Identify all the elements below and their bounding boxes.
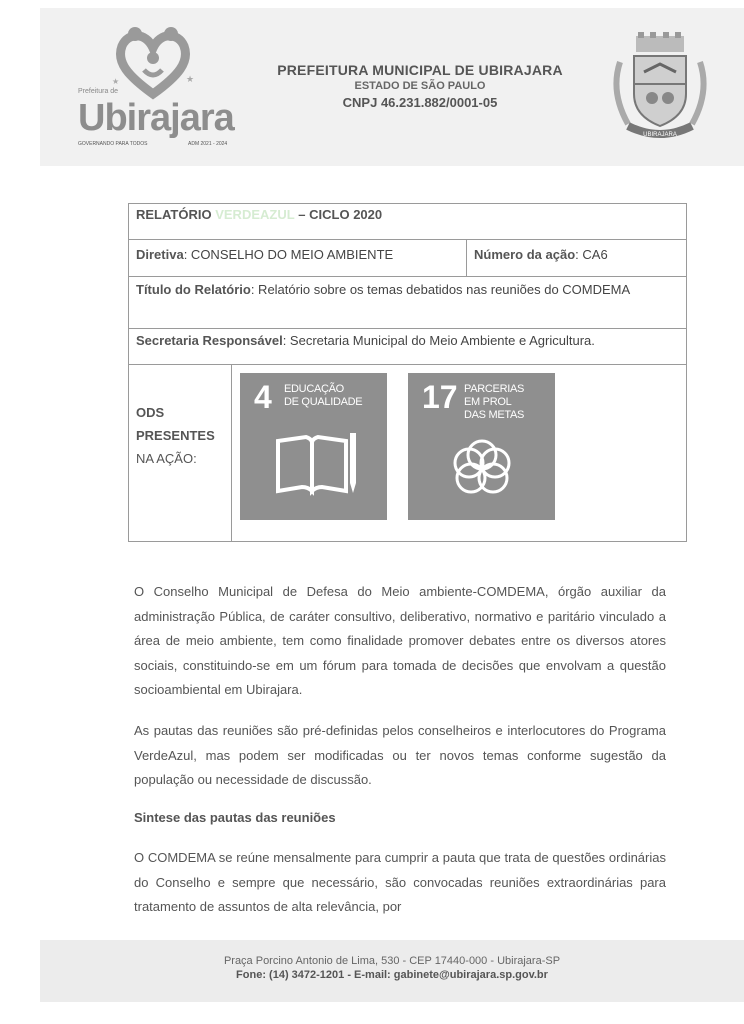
footer-address: Praça Porcino Antonio de Lima, 530 - CEP 17440-000 - Ubirajara-SP	[223, 955, 561, 967]
ods-4-text	[284, 383, 362, 409]
state-name: ESTADO DE SÃO PAULO	[354, 80, 486, 92]
logo-tagline: GOVERNANDO PARA TODOS	[78, 141, 148, 147]
report-form-table	[128, 203, 687, 542]
ods-label-cell	[129, 365, 232, 542]
ods-17-line1: PARCERIAS	[464, 383, 525, 395]
coat-of-arms-icon	[608, 32, 712, 144]
logo-name: Ubirajara	[78, 97, 234, 139]
secretariat-cell	[129, 329, 687, 365]
report-title-label: Título do Relatório	[136, 282, 251, 297]
report-title-cell	[129, 277, 687, 329]
ods-icons-cell	[232, 365, 687, 542]
ods-4-line2: DE QUALIDADE	[284, 396, 363, 408]
ods-17-line3: DAS METAS	[464, 409, 525, 421]
paragraph-monthly-meetings: O COMDEMA se reúne mensalmente para cumprir a pauta que trata de questões ordinárias do Conselho e sempre que necessário, são convocadas reuniões extraordinárias para tratamento de assuntos de alta relevância, por	[134, 850, 666, 914]
report-heading-cycle: – CICLO 2020	[298, 207, 383, 222]
report-title-value: : Relatório sobre os temas debatidos nas reuniões do COMDEMA	[250, 282, 631, 297]
ods-tile-17	[408, 373, 555, 520]
open-book-pencil-icon	[272, 429, 360, 499]
ods-17-line2: EM PROL	[464, 396, 512, 408]
ods-17-number: 17	[422, 379, 458, 415]
partnership-rings-icon	[448, 435, 516, 503]
paragraph-comdema-intro: O Conselho Municipal de Defesa do Meio ambiente-COMDEMA, órgão auxiliar da administração Pública, de caráter consultivo, deliberativo, normativo e paritário vinculado a área de meio ambiente, tem como finalidade promover debates entre os diversos atores sociais, constituindo-se em um fórum para tomada de decisões que envolvam a questão socioambiental em Ubirajara.	[134, 584, 666, 697]
footer-contact: Fone: (14) 3472-1201 - E-mail: gabinete@ubirajara.sp.gov.br	[236, 969, 548, 981]
section-subheading: Sintese das pautas das reuniões	[134, 810, 336, 825]
directive-label: Diretiva	[136, 247, 184, 262]
logo-mandate: ADM 2021 - 2024	[188, 141, 228, 147]
municipality-title: PREFEITURA MUNICIPAL DE UBIRAJARA	[277, 62, 563, 78]
report-heading-program: VERDEAZUL	[215, 207, 295, 222]
ods-17-text	[464, 383, 524, 422]
directive-value: : CONSELHO DO MEIO AMBIENTE	[183, 247, 394, 262]
logo-prefix: Prefeitura de	[78, 88, 119, 95]
ods-4-line1: EDUCAÇÃO	[284, 383, 344, 395]
ods-label-line1: ODS	[136, 405, 165, 420]
action-number-cell	[467, 240, 687, 277]
svg-text:★: ★	[186, 74, 195, 84]
ods-label-line3: NA AÇÃO:	[136, 451, 197, 466]
secretariat-label: Secretaria Responsável	[136, 333, 283, 348]
report-heading-prefix: RELATÓRIO	[136, 207, 212, 222]
paragraph-meeting-agenda: As pautas das reuniões são pré-definidas pelos conselheiros e interlocutores do Programa VerdeAzul, mas podem ser modificadas ou ter novos temas conforme sugestão da população ou necessidade de discussão.	[134, 723, 666, 787]
heart-family-icon	[108, 24, 198, 104]
cnpj-number: CNPJ 46.231.882/0001-05	[342, 95, 498, 110]
action-number-label: Número da ação	[474, 247, 576, 262]
ods-4-number: 4	[254, 379, 272, 415]
coat-ribbon-text: UBIRAJARA	[643, 132, 677, 138]
action-number-value: : CA6	[575, 247, 608, 262]
ods-tile-4	[240, 373, 387, 520]
secretariat-value: : Secretaria Municipal do Meio Ambiente e Agricultura.	[282, 333, 595, 348]
svg-text:★: ★	[112, 77, 120, 86]
ods-label-line2: PRESENTES	[136, 428, 215, 443]
directive-cell	[129, 240, 467, 277]
municipality-logo	[78, 24, 238, 154]
report-heading-cell	[129, 204, 687, 240]
